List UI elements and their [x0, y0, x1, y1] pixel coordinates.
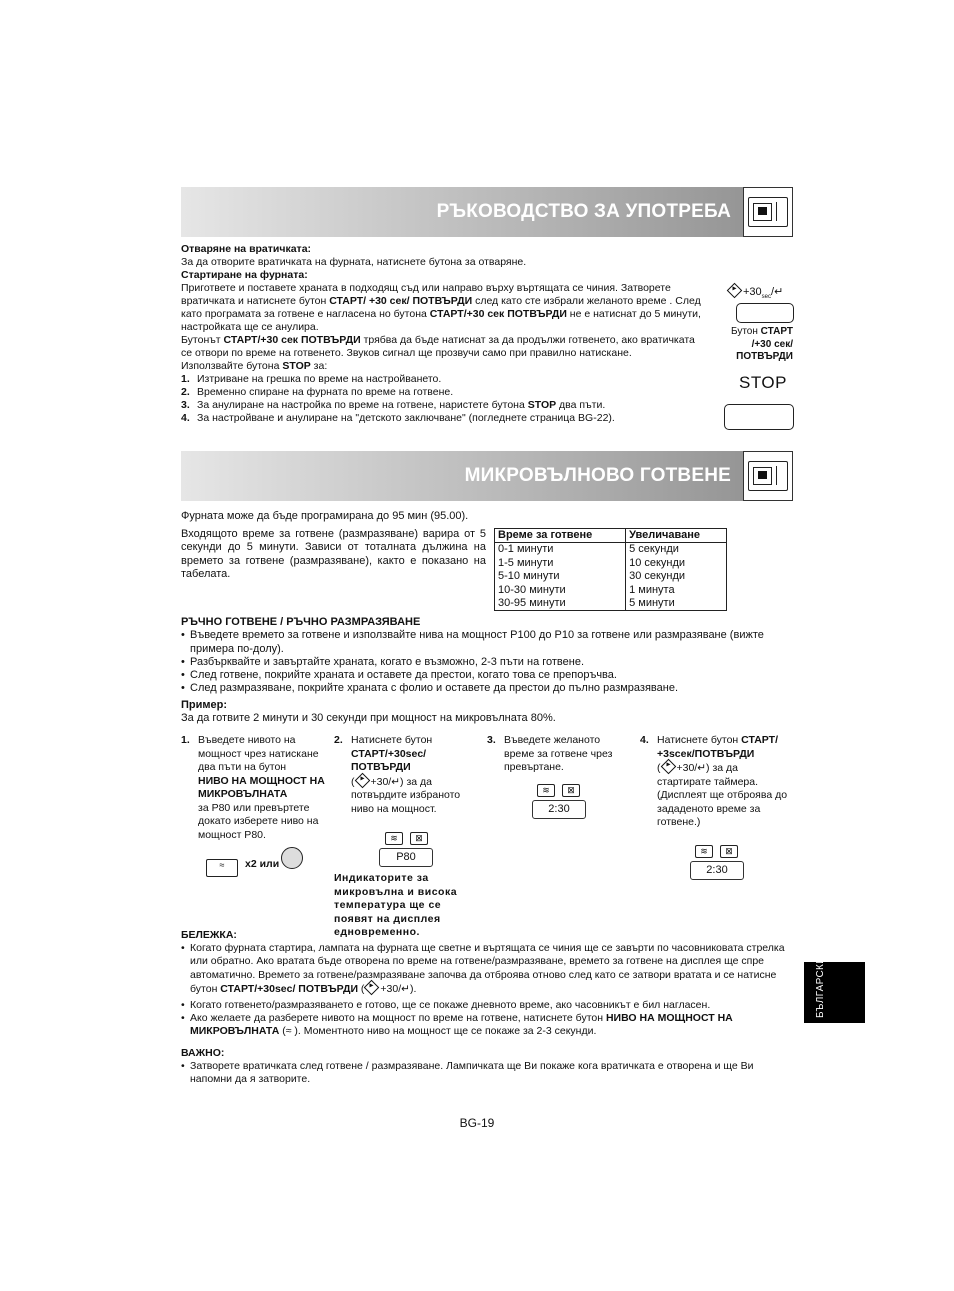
- indicator-note: Индикаторите за микровълна и висока температура ще се появят на дисплея едновременно.: [334, 872, 458, 938]
- increment-table: [494, 528, 727, 611]
- table-cell: 10 секунди: [626, 557, 727, 570]
- example-text: За да готвите 2 минути и 30 секунди при мощност на микровълната 80%.: [181, 712, 556, 725]
- power-level-button-icon: ≈: [206, 859, 238, 877]
- start-symbol: $+30_{sec}/↵$: [727, 285, 783, 304]
- list-item: • Когато фурната стартира, лампата на фурната ще светне и въртящата се чиния ще се завърти по часовниковата стрелка или обратно. Ако вратата бъде отворена по време на готвене/размразяване, времето за готвене на дисплея ще спре автоматично. Времето за готвене/размразяване започва да отброява отново след като се затвори вратата и се натисне бутон СТАРТ/+30sec/ ПОТВЪРДИ ( +30/↵).: [181, 942, 793, 996]
- stop-intro: Използвайте бутона STOP за:: [181, 360, 328, 372]
- enter-icon: ↵: [774, 286, 784, 298]
- start-button-label: Бутон СТАРТ /+30 сек/ ПОТВЪРДИ: [730, 326, 793, 362]
- display-time: 2:30: [532, 800, 586, 819]
- start-paragraph-2: Бутонът СТАРТ/+30 сек ПОТВЪРДИ трябва да бъде натиснат за да продължи готвенето, ако вратичката се отвори по време на готвенето. Звуков сигнал ще прозвучи само при правилно натискане.: [181, 334, 695, 359]
- usage-text: [181, 243, 706, 425]
- start-icon: [354, 772, 370, 788]
- important-heading: ВАЖНО:: [181, 1046, 225, 1059]
- step-2: 2. Натиснете бутон СТАРТ/+30sec/ ПОТВЪРДИ ( +30/↵) за да потвърдите избраното ниво на мощност.: [334, 734, 461, 815]
- table-cell: 5 минути: [626, 597, 727, 611]
- stop-item: 3. За анулиране на настройка по време на готвене, наристете бутона STOP два пъти.: [181, 399, 606, 411]
- start-heading: Стартиране на фурната:: [181, 269, 308, 281]
- stop-item: 4. За настройване и анулиране на "детското заключване" (погледнете страница BG-22).: [181, 412, 615, 424]
- display-time: 2:30: [690, 861, 744, 880]
- notes-section: [181, 929, 793, 1086]
- stop-item: 1. Изтриване на грешка по време на настройването.: [181, 373, 442, 385]
- section-title: РЪКОВОДСТВО ЗА УПОТРЕБА: [436, 201, 731, 222]
- start-icon: [660, 759, 676, 775]
- knob-icon: [281, 847, 303, 869]
- start-paragraph: Пригответе и поставете храната в подходящ съд или направо върху въртящата се чиния. Затворете вратичката и натиснете бутон СТАРТ/ +30 сек/ ПОТВЪРДИ след като сте избрали желаното време . След като програмата за готвене е нагласена но бутона СТАРТ/+30 сек ПОТВЪРДИ не е натиснат до 5 минути, настройката ще се анулира.: [181, 282, 701, 333]
- list-item: • Ако желаете да разберете нивото на мощност по време на готвене, натиснете бутон НИВО НА МОЩНОСТ НА МИКРОВЪЛНАТА (≈ ). Моментното ниво на мощност ще се покаже за 2-3 секунди.: [181, 1012, 793, 1038]
- section-banner-microwave: [181, 451, 793, 501]
- manual-section: [181, 616, 793, 725]
- step-1: 1. Въведете нивото на мощност чрез натискане два пъти на бутон НИВО НА МОЩНОСТ НА МИКРОВЪЛНАТА за P80 или превъртете докато изберете ниво на мощност P80.: [181, 734, 325, 841]
- page-number: BG-19: [459, 1116, 495, 1130]
- table-cell: 1-5 минути: [495, 557, 626, 570]
- microwave-icon: [743, 451, 793, 501]
- stop-label: STOP: [739, 373, 787, 392]
- step-3: 3. Въведете желаното време за готвене чрез превъртане.: [487, 734, 613, 773]
- grill-indicator-icon: ⊠: [720, 845, 738, 858]
- intro-text: Фурната може да бъде програмирана до 95 мин (95.00).: [181, 510, 469, 522]
- table-cell: 5 секунди: [626, 543, 727, 557]
- note-heading: БЕЛЕЖКА:: [181, 929, 237, 941]
- display-p80: P80: [379, 848, 433, 867]
- list-item: • Когато готвенето/размразяването е готово, ще се покаже дневното време, ако часовникът е бил нагласен.: [181, 999, 793, 1012]
- door-heading: Отваряне на вратичката:: [181, 243, 312, 255]
- table-header: Увеличаване: [626, 529, 727, 543]
- grill-indicator-icon: ⊠: [410, 832, 428, 845]
- manual-heading: РЪЧНО ГОТВЕНЕ / РЪЧНО РАЗМРАЗЯВАНЕ: [181, 616, 421, 628]
- table-header: Време за готвене: [495, 529, 626, 543]
- list-item: • След готвене, покрийте храната и оставете да престои, когато това се препоръчва.: [181, 669, 793, 682]
- table-cell: 1 минута: [626, 584, 727, 597]
- start-button[interactable]: [736, 303, 794, 323]
- grill-indicator-icon: ⊠: [562, 784, 580, 797]
- door-text: За да отворите вратичката на фурната, натиснете бутона за отваряне.: [181, 256, 527, 268]
- table-cell: 0-1 минути: [495, 543, 626, 557]
- microwave-indicator-icon: ≋: [695, 845, 713, 858]
- table-cell: 5-10 минути: [495, 570, 626, 583]
- section-title: МИКРОВЪЛНОВО ГОТВЕНЕ: [464, 465, 731, 486]
- list-item: • Затворете вратичката след готвене / размразяване. Лампичката ще Ви покаже кога вратичката е отворена и ще Ви напомни да я затворите.: [181, 1060, 793, 1086]
- stop-item: 2. Временно спиране на фурната по време на готвене.: [181, 386, 454, 398]
- table-cell: 30-95 минути: [495, 597, 626, 611]
- start-icon: [727, 283, 743, 299]
- x2-label: x2 или: [245, 858, 280, 870]
- list-item: • Разбърквайте и завъртайте храната, когато е възможно, 2-3 пъти на готвене.: [181, 656, 793, 669]
- power-level-icon: ≈: [285, 1025, 292, 1038]
- stop-button[interactable]: [724, 404, 794, 430]
- start-icon: [364, 980, 380, 996]
- microwave-icon: [743, 187, 793, 237]
- example-heading: Пример:: [181, 698, 228, 711]
- step-4: 4. Натиснете бутон СТАРТ/ +3sceк/ПОТВЪРДИ ( +30/↵) за да стартирате таймера. (Дисплеят ще отброява до зададеното време за готвене.): [640, 734, 788, 828]
- table-cell: 10-30 минути: [495, 584, 626, 597]
- table-cell: 30 секунди: [626, 570, 727, 583]
- list-item: • След размразяване, покрийте храната с фолио и оставете да престои до пълно размразяване.: [181, 682, 793, 695]
- language-tab: БЪЛГАРСКИ: [804, 962, 865, 1023]
- section-banner-usage: [181, 187, 793, 237]
- microwave-indicator-icon: ≋: [385, 832, 403, 845]
- list-item: • Въведете времето за готвене и използвайте нива на мощност P100 до P10 за готвене или размразяване (вижте примера по-долу).: [181, 629, 793, 656]
- microwave-indicator-icon: ≋: [537, 784, 555, 797]
- increment-text: Входящото време за готвене (размразяване) варира от 5 секунди до 5 минути. Зависи от тоталната дължина на времето за готвене (размразяване), както е показано на табелата.: [181, 528, 486, 580]
